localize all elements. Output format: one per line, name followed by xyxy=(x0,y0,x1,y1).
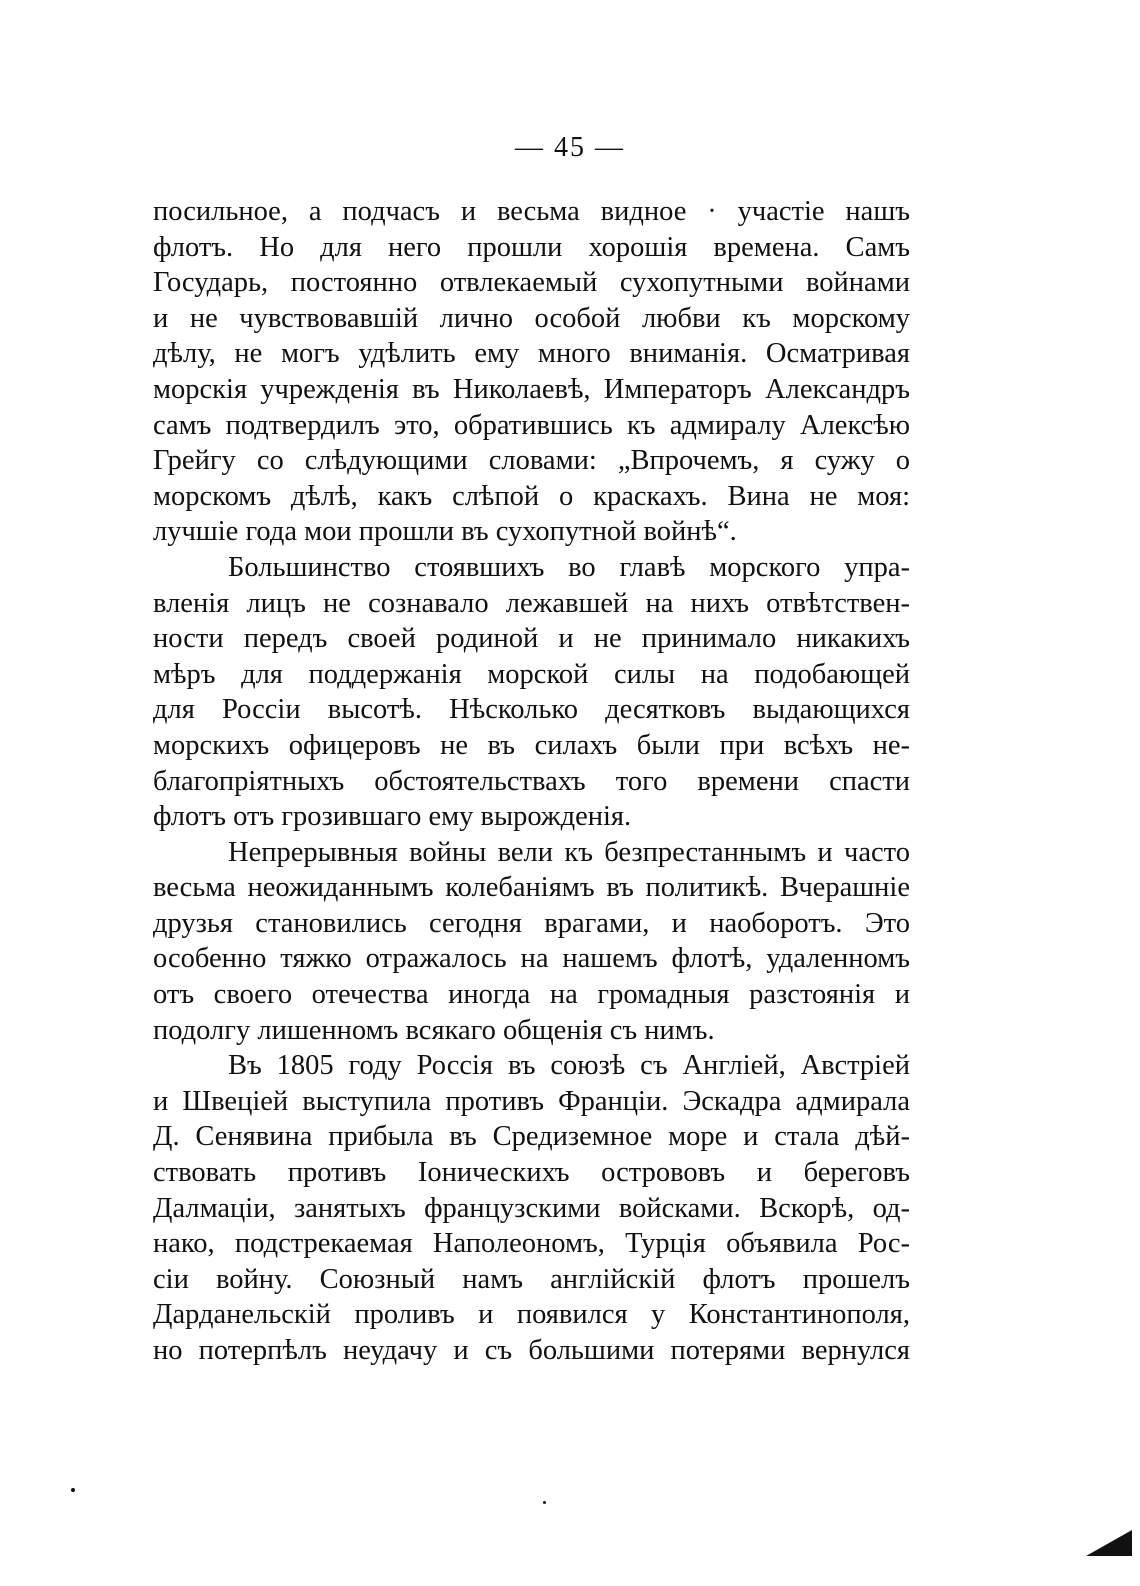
text-line: и Швеціей выступила противъ Франціи. Эскадра адмирала xyxy=(153,1085,910,1117)
body-text xyxy=(153,194,910,1369)
text-line: вленія лицъ не сознавало лежавшей на нихъ отвѣтствен- xyxy=(153,587,910,619)
page-corner-mark xyxy=(1084,1528,1134,1558)
text-line: дѣлу, не могъ удѣлить ему много вниманія. Осматривая xyxy=(153,338,910,370)
text-line: лучшіе года мои прошли въ сухопутной войнѣ“. xyxy=(153,516,737,548)
text-line: Грейгу со слѣдующими словами: „Впрочемъ, я сужу о xyxy=(153,445,910,477)
text-line: Д. Сенявина прибыла въ Средиземное море и стала дѣй- xyxy=(153,1121,910,1153)
text-line: флотъ. Но для него прошли хорошія времена. Самъ xyxy=(153,231,910,263)
text-line: нако, подстрекаемая Наполеономъ, Турція объявила Рос- xyxy=(153,1228,910,1260)
text-line: Непрерывныя войны вели къ безпрестаннымъ и часто xyxy=(228,836,910,868)
text-line: и не чувствовавшій лично особой любви къ морскому xyxy=(153,302,910,334)
text-line: посильное, а подчасъ и весьма видное · участіе нашъ xyxy=(153,196,910,227)
text-line: но потерпѣлъ неудачу и съ большими потерями вернулся xyxy=(153,1335,910,1366)
text-line: отъ своего отечества иногда на громадныя разстоянія и xyxy=(153,979,910,1011)
text-line: для Россіи высотѣ. Нѣсколько десятковъ выдающихся xyxy=(153,694,910,726)
page-number: — 45 — xyxy=(515,132,625,163)
text-line: Въ 1805 году Россія въ союзѣ съ Англіей, Австріей xyxy=(228,1050,910,1082)
text-line: морскомъ дѣлѣ, какъ слѣпой о краскахъ. Вина не моя: xyxy=(153,480,910,512)
text-line: морскія учрежденія въ Николаевѣ, Императоръ Александръ xyxy=(153,373,910,405)
text-line: друзья становились сегодня врагами, и наоборотъ. Это xyxy=(153,907,910,939)
scan-speck xyxy=(543,1501,546,1504)
text-line: Государь, постоянно отвлекаемый сухопутными войнами xyxy=(153,267,910,299)
text-line: мѣръ для поддержанія морской силы на подобающей xyxy=(153,658,910,690)
text-line: ности передъ своей родиной и не принимало никакихъ xyxy=(153,623,910,655)
text-line: ствовать противъ Іоническихъ острововъ и береговъ xyxy=(153,1157,910,1189)
text-line: флотъ отъ грозившаго ему вырожденія. xyxy=(153,801,632,833)
text-line: морскихъ офицеровъ не въ силахъ были при всѣхъ не- xyxy=(153,729,910,761)
text-line: подолгу лишенномъ всякаго общенія съ нимъ. xyxy=(153,1014,715,1046)
text-line: благопріятныхъ обстоятельствахъ того времени спасти xyxy=(153,765,910,797)
text-line: Далмаціи, занятыхъ французскими войсками. Вскорѣ, од- xyxy=(153,1192,910,1224)
text-line: Большинство стоявшихъ во главѣ морского упра- xyxy=(228,551,910,583)
text-line: Дарданельскій проливъ и появился у Константинополя, xyxy=(153,1299,910,1331)
text-line: самъ подтвердилъ это, обратившись къ адмиралу Алексѣю xyxy=(153,409,910,441)
text-line: особенно тяжко отражалось на нашемъ флотѣ, удаленномъ xyxy=(153,943,910,975)
scan-speck xyxy=(71,1488,75,1492)
text-line: весьма неожиданнымъ колебаніямъ въ политикѣ. Вчерашніе xyxy=(153,872,910,904)
text-line: сіи войну. Союзный намъ англійскій флотъ прошелъ xyxy=(153,1263,910,1295)
